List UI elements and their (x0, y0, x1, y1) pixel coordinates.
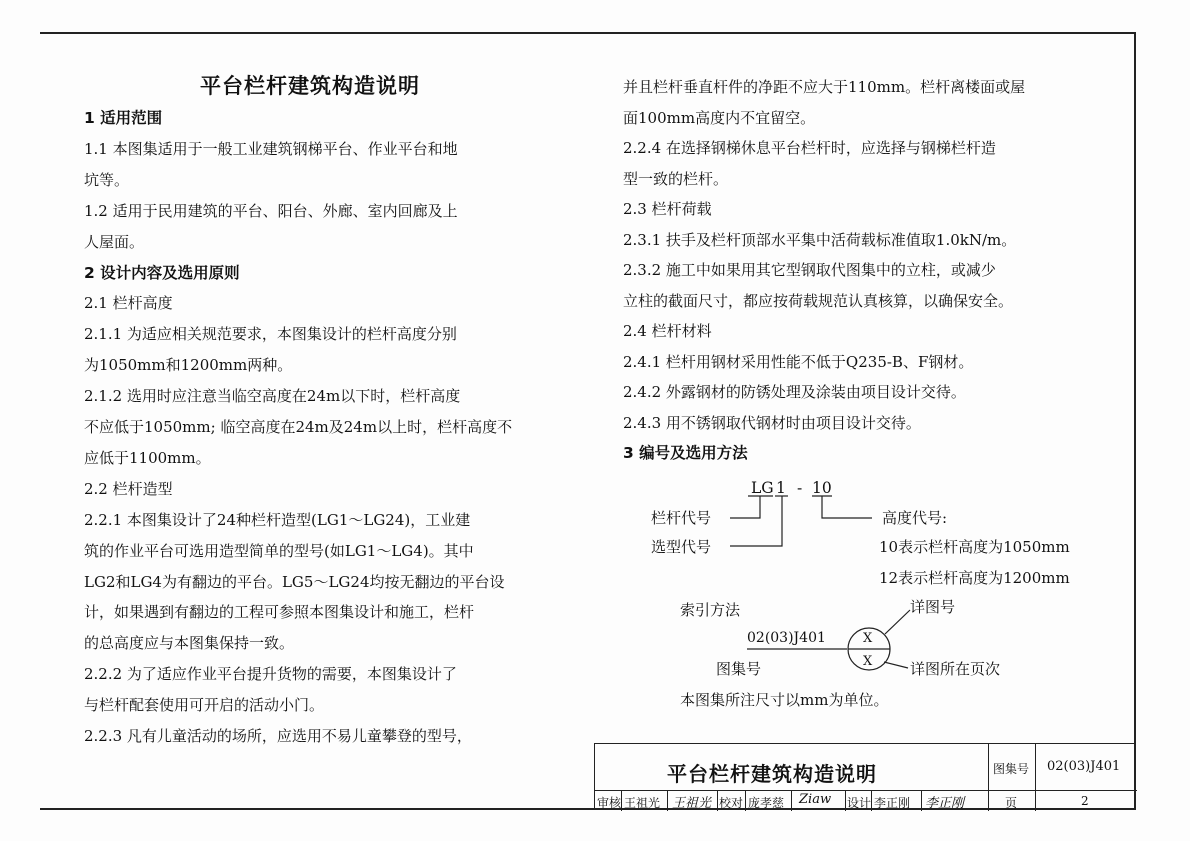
text-line: 2.2.1 本图集设计了24种栏杆造型(LG1～LG24)，工业建 (84, 510, 471, 529)
index-detail-no-label: 详图号 (910, 598, 956, 616)
text-line: 2.2 栏杆造型 (84, 479, 173, 498)
height-note-2: 12表示栏杆高度为1200mm (879, 569, 1070, 587)
index-page-label: 详图所在页次 (910, 660, 1001, 678)
height-note-1: 10表示栏杆高度为1050mm (879, 538, 1070, 556)
text-line: 筑的作业平台可选用造型简单的型号(如LG1～LG4)。其中 (84, 541, 474, 560)
code-dash: - (797, 479, 803, 497)
bottom-rule (40, 808, 595, 810)
text-line: 人屋面。 (84, 232, 145, 251)
text-line: 1.2 适用于民用建筑的平台、阳台、外廊、室内回廊及上 (84, 201, 458, 220)
text-line: 2.2.3 凡有儿童活动的场所，应选用不易儿童攀登的型号， (84, 727, 472, 745)
code-prefix: LG (751, 479, 774, 497)
index-atlas-label: 图集号 (716, 660, 762, 678)
text-line: 2.4 栏杆材料 (623, 322, 712, 340)
text-line: 2.1 栏杆高度 (84, 294, 173, 313)
review-signature: 王祖光 (672, 796, 712, 811)
page-title: 平台栏杆建筑构造说明 (200, 74, 420, 98)
text-line: 立柱的截面尺寸，都应按荷载规范认真核算，以确保安全。 (623, 291, 1014, 310)
review-label: 审核 (597, 796, 622, 810)
text-line: 2.3.2 施工中如果用其它型钢取代图集中的立柱，或减少 (623, 261, 996, 279)
text-line: 2.2.2 为了适应作业平台提升货物的需要，本图集设计了 (84, 665, 457, 684)
text-line: 2.3 栏杆荷载 (623, 200, 712, 218)
text-line: 2.3.1 扶手及栏杆顶部水平集中活荷载标准值取1.0kN/m。 (623, 230, 1017, 249)
label-railing-code: 栏杆代号 (651, 509, 712, 527)
title-block-title: 平台栏杆建筑构造说明 (667, 762, 877, 786)
text-line: 与栏杆配套使用可开启的活动小门。 (84, 696, 325, 715)
text-line: 2.4.2 外露钢材的防锈处理及涂装由项目设计交待。 (623, 383, 966, 401)
text-line: 坑等。 (84, 170, 130, 189)
text-line: LG2和LG4为有翻边的平台。LG5～LG24均按无翻边的平台设 (84, 572, 505, 591)
text-line: 的总高度应与本图集保持一致。 (84, 634, 295, 653)
index-atlas-code: 02(03)J401 (747, 630, 826, 646)
check-name: 庞孝慈 (748, 796, 785, 810)
title-block-page-value: 2 (1081, 794, 1089, 808)
title-block-page-label: 页 (1005, 796, 1018, 810)
title-block-atlas-label: 图集号 (993, 762, 1030, 776)
text-line: 2.2.4 在选择钢梯休息平台栏杆时，应选择与钢梯栏杆造 (623, 139, 996, 157)
code-height: 10 (812, 479, 832, 497)
text-line: 不应低于1050mm; 临空高度在24m及24m以上时，栏杆高度不 (84, 418, 513, 436)
section-heading: 2 设计内容及选用原则 (84, 263, 240, 282)
index-title: 索引方法 (680, 601, 741, 619)
design-signature: 李正刚 (925, 796, 965, 811)
index-circle-bottom: X (863, 654, 873, 669)
text-line: 1.1 本图集适用于一般工业建筑钢梯平台、作业平台和地 (84, 139, 458, 158)
check-label: 校对 (719, 796, 744, 810)
index-circle-top: X (863, 631, 873, 646)
label-height-code: 高度代号: (882, 509, 948, 527)
text-line: 面100mm高度内不宜留空。 (623, 108, 816, 127)
label-model-code: 选型代号 (651, 538, 712, 556)
check-signature: Ziaw (799, 792, 832, 807)
text-line: 2.1.2 选用时应注意当临空高度在24m以下时，栏杆高度 (84, 387, 461, 406)
text-line: 并且栏杆垂直杆件的净距不应大于110mm。栏杆离楼面或屋 (623, 78, 1026, 96)
text-line: 应低于1100mm。 (84, 448, 211, 467)
design-name: 李正刚 (874, 796, 911, 810)
review-name: 王祖光 (624, 796, 661, 810)
unit-note: 本图集所注尺寸以mm为单位。 (680, 691, 889, 709)
text-line: 2.1.1 为适应相关规范要求，本图集设计的栏杆高度分别 (84, 325, 457, 344)
section-heading: 1 适用范围 (84, 109, 163, 127)
text-line: 计，如果遇到有翻边的工程可参照本图集设计和施工，栏杆 (84, 603, 475, 622)
title-block (594, 743, 1136, 810)
text-line: 2.4.3 用不锈钢取代钢材时由项目设计交待。 (623, 413, 921, 432)
section-heading: 3 编号及选用方法 (623, 444, 748, 462)
title-block-atlas-value: 02(03)J401 (1047, 759, 1121, 774)
code-type: 1 (776, 479, 786, 497)
text-line: 型一致的栏杆。 (623, 169, 729, 188)
text-line: 2.4.1 栏杆用钢材采用性能不低于Q235-B、F钢材。 (623, 352, 974, 371)
design-label: 设计 (847, 796, 872, 810)
text-line: 为1050mm和1200mm两种。 (84, 356, 293, 375)
